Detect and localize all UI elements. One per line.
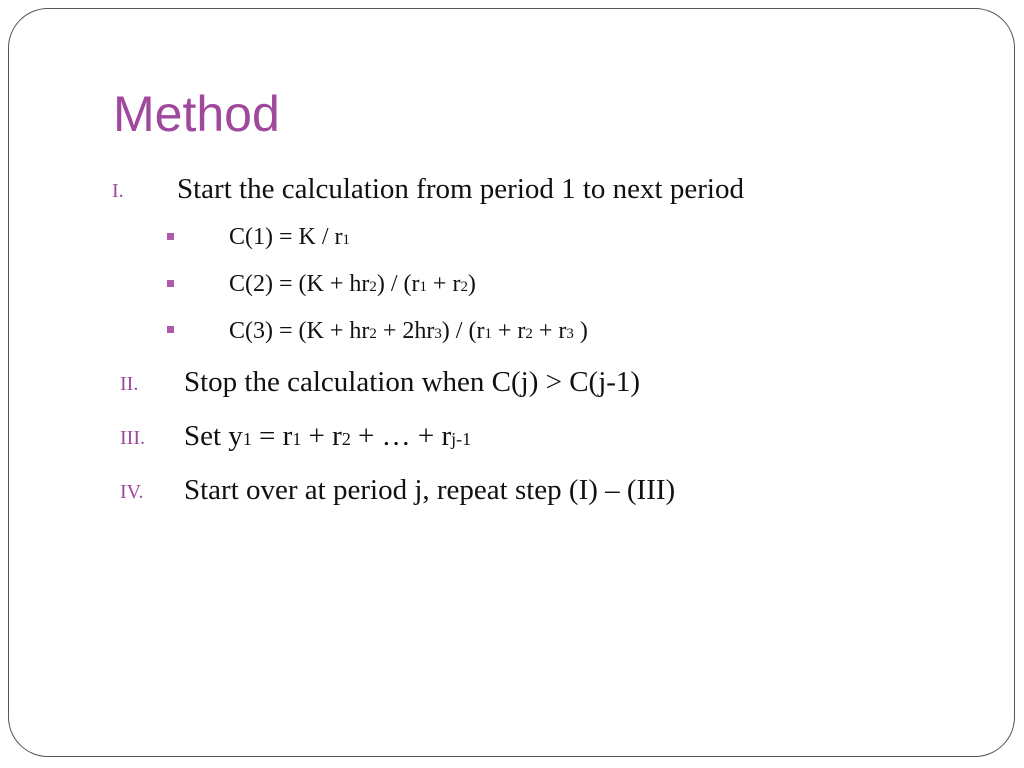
sub-item-3-part: ) / (r — [441, 318, 485, 344]
sub-item-3-part: C(3) = (K + hr — [229, 318, 370, 344]
sub-item-2-part: + r — [426, 271, 461, 297]
subscript: 1 — [419, 279, 427, 295]
list-marker-2: II. — [120, 373, 139, 395]
sub-item-2-part: ) — [467, 271, 476, 297]
list-item-3-part: + … + r — [350, 420, 452, 452]
list-marker-1: I. — [112, 180, 124, 202]
subscript: 1 — [242, 429, 252, 449]
slide-title: Method — [113, 86, 280, 142]
list-item-2-text: Stop the calculation when C(j) > C(j-1) — [184, 366, 641, 398]
sub-item-2 — [229, 272, 476, 296]
sub-item-2-part: ) / (r — [376, 271, 420, 297]
list-item-3-part: Set y — [184, 420, 243, 452]
list-item-3-part: + r — [301, 420, 342, 452]
sub-item-1-part: C(1) = K / r — [229, 224, 343, 250]
list-item-1-text: Start the calculation from period 1 to next period — [177, 173, 744, 205]
subscript: 1 — [484, 326, 492, 342]
sub-item-1 — [229, 225, 350, 249]
sub-item-3 — [229, 319, 588, 343]
bullet-icon — [167, 280, 174, 287]
list-marker-3: III. — [120, 427, 145, 449]
subscript: 2 — [460, 279, 468, 295]
subscript: 2 — [525, 326, 533, 342]
subscript: j-1 — [451, 429, 472, 449]
subscript: 2 — [369, 279, 377, 295]
subscript: 1 — [292, 429, 302, 449]
list-item-3-text — [184, 422, 471, 451]
sub-item-3-part: + r — [532, 318, 567, 344]
sub-item-3-part: + 2hr — [376, 318, 435, 344]
subscript: 2 — [369, 326, 377, 342]
sub-item-3-part: ) — [573, 318, 588, 344]
list-item-3-part: = r — [251, 420, 293, 452]
subscript: 3 — [566, 326, 574, 342]
subscript: 1 — [342, 232, 350, 248]
list-item-4-text: Start over at period j, repeat step (I) – (III) — [184, 474, 676, 506]
bullet-icon — [167, 233, 174, 240]
bullet-icon — [167, 326, 174, 333]
sub-item-3-part: + r — [491, 318, 526, 344]
sub-item-2-part: C(2) = (K + hr — [229, 271, 370, 297]
list-marker-4: IV. — [120, 481, 144, 503]
subscript: 3 — [434, 326, 442, 342]
subscript: 2 — [341, 429, 351, 449]
